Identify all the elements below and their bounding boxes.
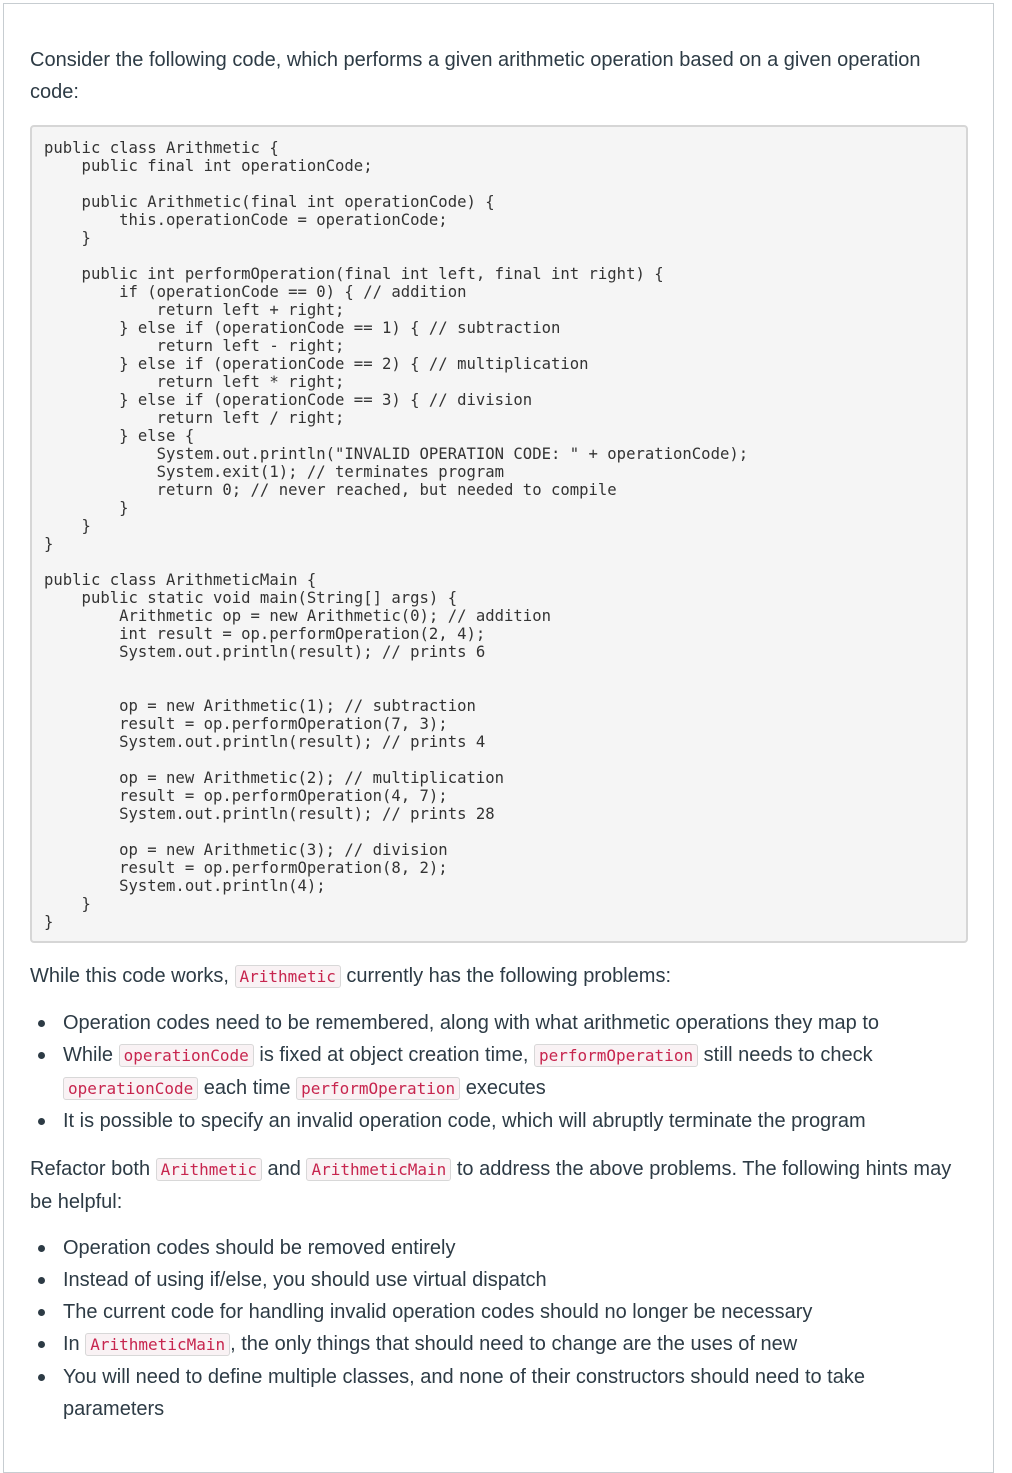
- problems-text-after: currently has the following problems:: [340, 965, 671, 987]
- hint-item-4: [63, 1328, 970, 1361]
- text: is fixed at object creation time,: [253, 1044, 534, 1066]
- hint-item-3: The current code for handling invalid operation codes should no longer be necessary: [63, 1296, 970, 1328]
- text: While: [63, 1044, 119, 1066]
- text: to address the above problems. The following hints may be helpful:: [30, 1158, 952, 1213]
- text: In: [63, 1333, 86, 1355]
- inline-code-arithmeticmain: ArithmeticMain: [306, 1158, 451, 1181]
- text: Refactor both: [30, 1158, 156, 1180]
- problems-paragraph: [30, 960, 970, 993]
- inline-code-arithmeticmain: ArithmeticMain: [85, 1333, 230, 1356]
- inline-code-performoperation: performOperation: [534, 1044, 698, 1067]
- inline-code-arithmetic: Arithmetic: [235, 965, 341, 988]
- text: and: [261, 1158, 307, 1180]
- problem-item-2: [63, 1039, 970, 1105]
- inline-code-arithmetic: Arithmetic: [156, 1158, 262, 1181]
- hint-item-2: Instead of using if/else, you should use virtual dispatch: [63, 1264, 970, 1296]
- inline-code-performoperation: performOperation: [296, 1077, 460, 1100]
- problem-item-1: Operation codes need to be remembered, along with what arithmetic operations they map to: [63, 1007, 970, 1039]
- problem-item-3: It is possible to specify an invalid operation code, which will abruptly terminate the program: [63, 1105, 970, 1137]
- text: , the only things that should need to change are the uses of new: [230, 1333, 798, 1355]
- text: each time: [198, 1077, 297, 1099]
- hints-list: [30, 1232, 970, 1425]
- problems-text-before: While this code works,: [30, 965, 235, 987]
- hint-item-5: You will need to define multiple classes, and none of their constructors should need to take parameters: [63, 1361, 970, 1425]
- question-content: [30, 44, 970, 1425]
- refactor-paragraph: [30, 1153, 970, 1218]
- inline-code-operationcode: operationCode: [63, 1077, 198, 1100]
- inline-code-operationcode: operationCode: [119, 1044, 254, 1067]
- text: still needs to check: [698, 1044, 873, 1066]
- problems-list: [30, 1007, 970, 1137]
- intro-paragraph: Consider the following code, which performs a given arithmetic operation based on a given operation code:: [30, 49, 921, 103]
- text: executes: [460, 1077, 546, 1099]
- hint-item-1: Operation codes should be removed entirely: [63, 1232, 970, 1264]
- code-block: public class Arithmetic { public final int operationCode; public Arithmetic(final int operationCode) { this.operationCode = operationCode; } public int performOperation(final int left, final int right) { if (operationCode == 0) { // addition return left + right; } else if (operationCode == 1) { // subtraction return left - right; } else if (operationCode == 2) { // multiplication return left * right; } else if (operationCode == 3) { // division return left / right; } else { System.out.println("INVALID OPERATION CODE: " + operationCode); System.exit(1); // terminates program return 0; // never reached, but needed to compile } } } public class ArithmeticMain { public static void main(String[] args) { Arithmetic op = new Arithmetic(0); // addition int result = op.performOperation(2, 4); System.out.println(result); // prints 6 op = new Arithmetic(1); // subtraction result = op.performOperation(7, 3); System.out.println(result); // prints 4 op = new Arithmetic(2); // multiplication result = op.performOperation(4, 7); System.out.println(result); // prints 28 op = new Arithmetic(3); // division result = op.performOperation(8, 2); System.out.println(4); } }: [30, 125, 968, 943]
